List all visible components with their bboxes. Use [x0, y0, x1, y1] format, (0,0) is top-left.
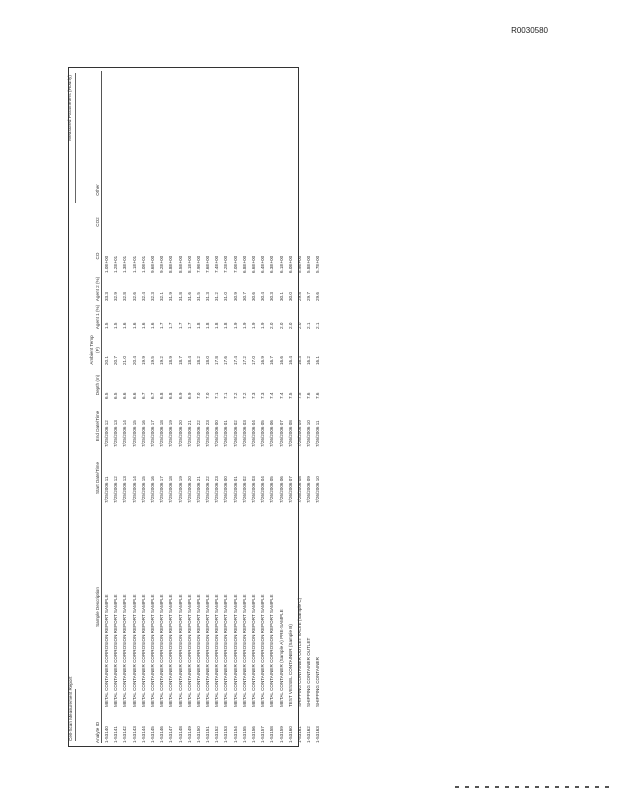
cell-agent2: 31.3	[205, 292, 211, 301]
cell-end: 7/26/2006 05	[260, 420, 266, 447]
header-description: Sample Description	[94, 587, 100, 627]
cell-description: METAL CONTAINER CORROSION REPORT SAMPLE	[260, 594, 266, 707]
cell-co: 6.6E+00	[251, 255, 256, 273]
cell-id: 1-53155	[241, 726, 247, 743]
cell-end: 7/25/2006 19	[168, 420, 174, 447]
table-row	[168, 71, 177, 743]
header-agent2: Agent 2 (%)	[94, 276, 100, 302]
table-row	[132, 71, 141, 743]
cell-end: 7/25/2006 13	[113, 420, 119, 447]
cell-agent1: 1.9	[251, 322, 256, 329]
cell-co: 7.4E+00	[214, 255, 220, 273]
cell-start: 7/25/2006 14	[131, 476, 137, 503]
scan-mark	[525, 786, 529, 788]
cell-depth: 7.4	[269, 392, 275, 399]
cell-description: METAL CONTAINER CORROSION REPORT SAMPLE	[177, 594, 183, 707]
page-id: R0030580	[511, 26, 548, 35]
scan-mark	[595, 786, 599, 788]
cell-end: 7/25/2006 16	[140, 420, 146, 447]
cell-id: 1-53152	[214, 726, 220, 743]
cell-ambient: 18.2	[195, 356, 201, 365]
cell-end: 7/25/2006 18	[159, 420, 165, 447]
cell-agent2: 30.7	[241, 292, 247, 301]
header-other: Other	[94, 184, 100, 196]
cell-id: 1-53140	[104, 726, 109, 743]
cell-ambient: 16.9	[260, 356, 266, 365]
cell-description: METAL CONTAINER CORROSION REPORT SAMPLE	[104, 594, 109, 707]
cell-start: 7/25/2006 12	[113, 476, 119, 503]
header-agent1: Agent 1 (%)	[94, 304, 100, 330]
cell-agent2: 31.8	[177, 292, 183, 301]
cell-co: 1.3E+01	[122, 255, 128, 273]
cell-description: METAL CONTAINER CORROSION REPORT SAMPLE	[232, 594, 238, 707]
scan-mark	[485, 786, 489, 788]
cell-description: METAL CONTAINER CORROSION REPORT SAMPLE	[195, 594, 201, 707]
cell-end: 7/26/2006 01	[223, 420, 229, 447]
cell-agent2: 32.8	[122, 292, 128, 301]
cell-agent1: 2.0	[287, 322, 293, 329]
cell-start: 7/25/2006 18	[168, 476, 174, 503]
cell-ambient: 20.1	[104, 356, 109, 365]
cell-agent1: 2.1	[306, 322, 312, 329]
cell-end: 7/26/2006 08	[287, 420, 293, 447]
scan-mark	[505, 786, 509, 788]
scan-mark	[555, 786, 559, 788]
cell-agent2: 31.9	[168, 292, 174, 301]
cell-agent2: 32.4	[140, 292, 146, 301]
cell-agent1: 2.0	[269, 322, 275, 329]
cell-start: 7/26/2006 05	[269, 476, 275, 503]
cell-co: 5.8E+00	[306, 255, 312, 273]
cell-ambient: 16.2	[306, 356, 312, 365]
cell-end: 7/25/2006 23	[205, 420, 211, 447]
cell-depth: 7.0	[205, 392, 211, 399]
table-row	[233, 71, 242, 743]
cell-start: 7/26/2006 02	[241, 476, 247, 503]
table-caption: Cell-Scan Measurement Report	[68, 676, 73, 741]
cell-ambient: 18.0	[205, 356, 211, 365]
cell-description: METAL CONTAINER CORROSION REPORT SAMPLE	[149, 594, 155, 707]
cell-start: 7/26/2006 08	[296, 476, 302, 503]
cell-end: 7/25/2006 21	[186, 420, 192, 447]
cell-agent1: 2.0	[278, 322, 284, 329]
cell-id: 1-53149	[186, 726, 192, 743]
cell-start: 7/26/2006 01	[232, 476, 238, 503]
table-row	[178, 71, 187, 743]
cell-depth: 7.1	[223, 392, 229, 399]
cell-ambient: 17.2	[241, 356, 247, 365]
cell-agent2: 29.8	[296, 292, 302, 301]
table-row	[288, 71, 297, 743]
cell-ambient: 17.8	[214, 356, 220, 365]
cell-start: 7/25/2006 20	[186, 476, 192, 503]
cell-end: 7/26/2006 11	[315, 420, 321, 447]
cell-id: 1-53150	[195, 726, 201, 743]
cell-depth: 6.7	[140, 392, 146, 399]
cell-agent2: 31.2	[214, 292, 220, 301]
header-depth: Depth (m)	[94, 374, 100, 396]
cell-ambient: 16.1	[315, 356, 321, 365]
cell-description: METAL CONTAINER CORROSION REPORT SAMPLE	[214, 594, 220, 707]
scan-mark	[545, 786, 549, 788]
cell-end: 7/25/2006 17	[149, 420, 155, 447]
cell-depth: 7.0	[195, 392, 201, 399]
cell-agent2: 31.0	[223, 292, 229, 301]
cell-end: 7/25/2006 14	[122, 420, 128, 447]
cell-co: 7.2E+00	[223, 255, 229, 273]
cell-description: METAL CONTAINER CORROSION REPORT SAMPLE	[251, 594, 256, 707]
scan-mark	[515, 786, 519, 788]
cell-ambient: 18.7	[177, 356, 183, 365]
cell-ambient: 16.3	[296, 356, 302, 365]
header-rule	[101, 71, 102, 743]
cell-depth: 7.2	[232, 392, 238, 399]
cell-agent1: 1.7	[159, 322, 165, 329]
cell-description: SHIPPING CONTAINER OUTLET VALVE (Sample C)	[296, 597, 302, 707]
cell-end: 7/26/2006 04	[251, 420, 256, 447]
cell-agent1: 1.6	[140, 322, 146, 329]
cell-id: 1-53154	[232, 726, 238, 743]
cell-co: 6.3E+00	[269, 255, 275, 273]
cell-co: 7.9E+00	[195, 255, 201, 273]
cell-start: 7/26/2006 04	[260, 476, 266, 503]
cell-agent1: 1.6	[122, 322, 128, 329]
cell-agent1: 1.7	[168, 322, 174, 329]
scan-mark	[565, 786, 569, 788]
cell-agent2: 30.1	[278, 292, 284, 301]
cell-agent1: 1.9	[260, 322, 266, 329]
cell-ambient: 16.4	[287, 356, 293, 365]
cell-agent1: 1.6	[149, 322, 155, 329]
cell-ambient: 20.4	[131, 356, 137, 365]
table-row	[315, 71, 324, 743]
cell-depth: 7.3	[260, 392, 266, 399]
cell-agent2: 30.4	[260, 292, 266, 301]
scan-mark	[535, 786, 539, 788]
cell-end: 7/25/2006 12	[104, 420, 109, 447]
table-row	[159, 71, 168, 743]
cell-depth: 6.8	[168, 392, 174, 399]
cell-start: 7/26/2006 03	[251, 476, 256, 503]
cell-agent1: 2.1	[315, 322, 321, 329]
cell-agent1: 1.6	[131, 322, 137, 329]
cell-description: METAL CONTAINER (Sample A) PRE-SAMPLE	[278, 609, 284, 707]
table-row	[113, 71, 122, 743]
caption-underline	[75, 689, 76, 741]
cell-ambient: 18.4	[186, 356, 192, 365]
cell-co: 9.6E+00	[149, 255, 155, 273]
cell-description: SHIPPING CONTAINER OUTLET	[306, 637, 312, 707]
cell-description: METAL CONTAINER CORROSION REPORT SAMPLE	[131, 594, 137, 707]
scan-mark	[575, 786, 579, 788]
table-row	[306, 71, 315, 743]
cell-agent2: 29.7	[306, 292, 312, 301]
cell-depth: 7.1	[214, 392, 220, 399]
scan-mark	[605, 786, 609, 788]
scan-mark	[455, 786, 459, 788]
cell-agent2: 31.6	[186, 292, 192, 301]
cell-start: 7/26/2006 07	[287, 476, 293, 503]
cell-depth: 7.5	[296, 392, 302, 399]
cell-ambient: 19.2	[159, 356, 165, 365]
cell-id: 1-53144	[140, 726, 146, 743]
header-co2: CO2	[94, 217, 100, 227]
cell-end: 7/26/2006 03	[241, 420, 247, 447]
cell-id: 1-53159	[278, 726, 284, 743]
cell-depth: 7.6	[315, 392, 321, 399]
cell-end: 7/26/2006 09	[296, 420, 302, 447]
cell-id: 1-53145	[149, 726, 155, 743]
cell-agent2: 30.3	[269, 292, 275, 301]
cell-ambient: 20.7	[113, 356, 119, 365]
cell-id: 1-53148	[177, 726, 183, 743]
cell-description: METAL CONTAINER CORROSION REPORT SAMPLE	[186, 594, 192, 707]
cell-start: 7/26/2006 06	[278, 476, 284, 503]
cell-agent1: 1.5	[113, 322, 119, 329]
cell-agent1: 1.7	[186, 322, 192, 329]
cell-id: 1-53156	[251, 726, 256, 743]
scan-mark	[495, 786, 499, 788]
cell-id: 1-53162	[306, 726, 312, 743]
cell-ambient: 19.9	[140, 356, 146, 365]
cell-end: 7/26/2006 10	[306, 420, 312, 447]
cell-id: 1-53157	[260, 726, 266, 743]
cell-co: 1.0E+01	[140, 255, 146, 273]
cell-end: 7/26/2006 02	[232, 420, 238, 447]
scan-mark	[465, 786, 469, 788]
cell-co: 6.4E+00	[260, 255, 266, 273]
cell-start: 7/25/2006 19	[177, 476, 183, 503]
table-row	[122, 71, 131, 743]
cell-start: 7/26/2006 09	[306, 476, 312, 503]
cell-agent1: 1.8	[205, 322, 211, 329]
cell-agent2: 32.3	[149, 292, 155, 301]
cell-agent2: 29.6	[315, 292, 321, 301]
cell-description: METAL CONTAINER CORROSION REPORT SAMPLE	[269, 594, 275, 707]
cell-depth: 7.2	[241, 392, 247, 399]
cell-depth: 6.5	[113, 392, 119, 399]
table-row	[214, 71, 223, 743]
header-end: End Date/Time	[94, 410, 100, 442]
cell-ambient: 21.0	[122, 356, 128, 365]
group-title-rule	[75, 73, 76, 203]
cell-agent2: 32.1	[159, 292, 165, 301]
cell-depth: 7.5	[287, 392, 293, 399]
table-row	[141, 71, 150, 743]
header-id: Analyte ID	[94, 721, 100, 743]
table-row	[187, 71, 196, 743]
scan-footer-marks	[455, 786, 615, 792]
cell-id: 1-53147	[168, 726, 174, 743]
cell-description: TEST VESSEL CONTAINER (Sample B)	[287, 624, 293, 707]
cell-agent2: 33.3	[104, 292, 109, 301]
cell-depth: 6.9	[186, 392, 192, 399]
cell-end: 7/25/2006 22	[195, 420, 201, 447]
cell-id: 1-53161	[296, 726, 302, 743]
cell-agent2: 31.5	[195, 292, 201, 301]
table-row	[279, 71, 288, 743]
cell-id: 1-53160	[287, 726, 293, 743]
cell-ambient: 16.6	[278, 356, 284, 365]
cell-description: METAL CONTAINER CORROSION REPORT SAMPLE	[205, 594, 211, 707]
cell-co: 1.1E+01	[131, 255, 137, 273]
cell-co: 1.0E+00	[104, 255, 109, 273]
cell-agent2: 30.9	[232, 292, 238, 301]
cell-description: METAL CONTAINER CORROSION REPORT SAMPLE	[241, 594, 247, 707]
cell-agent2: 32.9	[113, 292, 119, 301]
cell-depth: 7.4	[278, 392, 284, 399]
table-row	[223, 71, 232, 743]
cell-id: 1-53141	[113, 726, 119, 743]
table-row	[269, 71, 278, 743]
cell-co: 1.2E+01	[113, 255, 119, 273]
table-row	[242, 71, 251, 743]
cell-end: 7/26/2006 06	[269, 420, 275, 447]
cell-ambient: 17.0	[251, 356, 256, 365]
header-start: Start Date/Time	[94, 462, 100, 494]
cell-start: 7/25/2006 11	[104, 476, 109, 503]
cell-co: 6.8E+00	[241, 255, 247, 273]
scan-mark	[585, 786, 589, 788]
cell-agent1: 2.0	[296, 322, 302, 329]
cell-agent2: 30.6	[251, 292, 256, 301]
cell-co: 6.0E+00	[287, 255, 293, 273]
cell-ambient: 16.7	[269, 356, 275, 365]
cell-co: 9.2E+00	[159, 255, 165, 273]
table-row	[196, 71, 205, 743]
cell-agent1: 1.7	[177, 322, 183, 329]
cell-co: 6.1E+00	[278, 255, 284, 273]
cell-end: 7/25/2006 15	[131, 420, 137, 447]
cell-depth: 7.3	[251, 392, 256, 399]
cell-co: 8.8E+00	[168, 255, 174, 273]
cell-agent1: 1.8	[195, 322, 201, 329]
table-row	[104, 71, 113, 743]
cell-start: 7/25/2006 23	[214, 476, 220, 503]
cell-ambient: 19.5	[149, 356, 155, 365]
cell-co: 8.1E+00	[186, 255, 192, 273]
table-row	[205, 71, 214, 743]
cell-id: 1-53163	[315, 726, 321, 743]
cell-depth: 7.6	[306, 392, 312, 399]
group-title: Measured Parameters (Hourly)	[68, 75, 73, 141]
cell-id: 1-53151	[205, 726, 211, 743]
cell-depth: 6.7	[149, 392, 155, 399]
cell-agent2: 30.0	[287, 292, 293, 301]
cell-id: 1-53158	[269, 726, 275, 743]
table-body	[104, 71, 325, 743]
cell-co: 8.5E+00	[177, 255, 183, 273]
cell-depth: 6.6	[122, 392, 128, 399]
cell-start: 7/26/2006 00	[223, 476, 229, 503]
cell-co: 5.7E+00	[315, 255, 321, 273]
cell-start: 7/26/2006 10	[315, 476, 321, 503]
cell-start: 7/25/2006 16	[149, 476, 155, 503]
cell-agent2: 32.6	[131, 292, 137, 301]
cell-end: 7/26/2006 07	[278, 420, 284, 447]
cell-start: 7/25/2006 17	[159, 476, 165, 503]
cell-description: METAL CONTAINER CORROSION REPORT SAMPLE	[168, 594, 174, 707]
header-ambient: Ambient Temp (F)	[89, 335, 100, 365]
cell-id: 1-53153	[223, 726, 229, 743]
cell-ambient: 17.6	[223, 356, 229, 365]
cell-agent1: 1.8	[214, 322, 220, 329]
cell-co: 7.0E+00	[232, 255, 238, 273]
scan-mark	[475, 786, 479, 788]
cell-depth: 6.5	[104, 392, 109, 399]
cell-description: METAL CONTAINER CORROSION REPORT SAMPLE	[140, 594, 146, 707]
cell-depth: 6.9	[177, 392, 183, 399]
cell-start: 7/25/2006 13	[122, 476, 128, 503]
rotated-table-page	[68, 67, 321, 747]
cell-agent1: 1.9	[232, 322, 238, 329]
cell-ambient: 18.9	[168, 356, 174, 365]
cell-agent1: 1.8	[223, 322, 229, 329]
cell-depth: 6.8	[159, 392, 165, 399]
cell-start: 7/25/2006 21	[195, 476, 201, 503]
cell-agent1: 1.9	[241, 322, 247, 329]
cell-description: METAL CONTAINER CORROSION REPORT SAMPLE	[113, 594, 119, 707]
header-co: CO	[94, 252, 100, 260]
cell-description: METAL CONTAINER CORROSION REPORT SAMPLE	[223, 594, 229, 707]
table-row	[251, 71, 260, 743]
cell-ambient: 17.4	[232, 356, 238, 365]
cell-description: METAL CONTAINER CORROSION REPORT SAMPLE	[122, 594, 128, 707]
cell-start: 7/25/2006 15	[140, 476, 146, 503]
cell-depth: 6.6	[131, 392, 137, 399]
table-row	[150, 71, 159, 743]
cell-end: 7/26/2006 00	[214, 420, 220, 447]
cell-id: 1-53146	[159, 726, 165, 743]
cell-co: 5.9E+00	[296, 255, 302, 273]
cell-start: 7/25/2006 22	[205, 476, 211, 503]
table-row	[297, 71, 306, 743]
cell-id: 1-53142	[122, 726, 128, 743]
cell-agent1: 1.5	[104, 322, 109, 329]
cell-end: 7/25/2006 20	[177, 420, 183, 447]
table-row	[260, 71, 269, 743]
cell-co: 7.6E+00	[205, 255, 211, 273]
cell-description: SHIPPING CONTAINER	[315, 657, 321, 707]
cell-id: 1-53143	[131, 726, 137, 743]
cell-description: METAL CONTAINER CORROSION REPORT SAMPLE	[159, 594, 165, 707]
